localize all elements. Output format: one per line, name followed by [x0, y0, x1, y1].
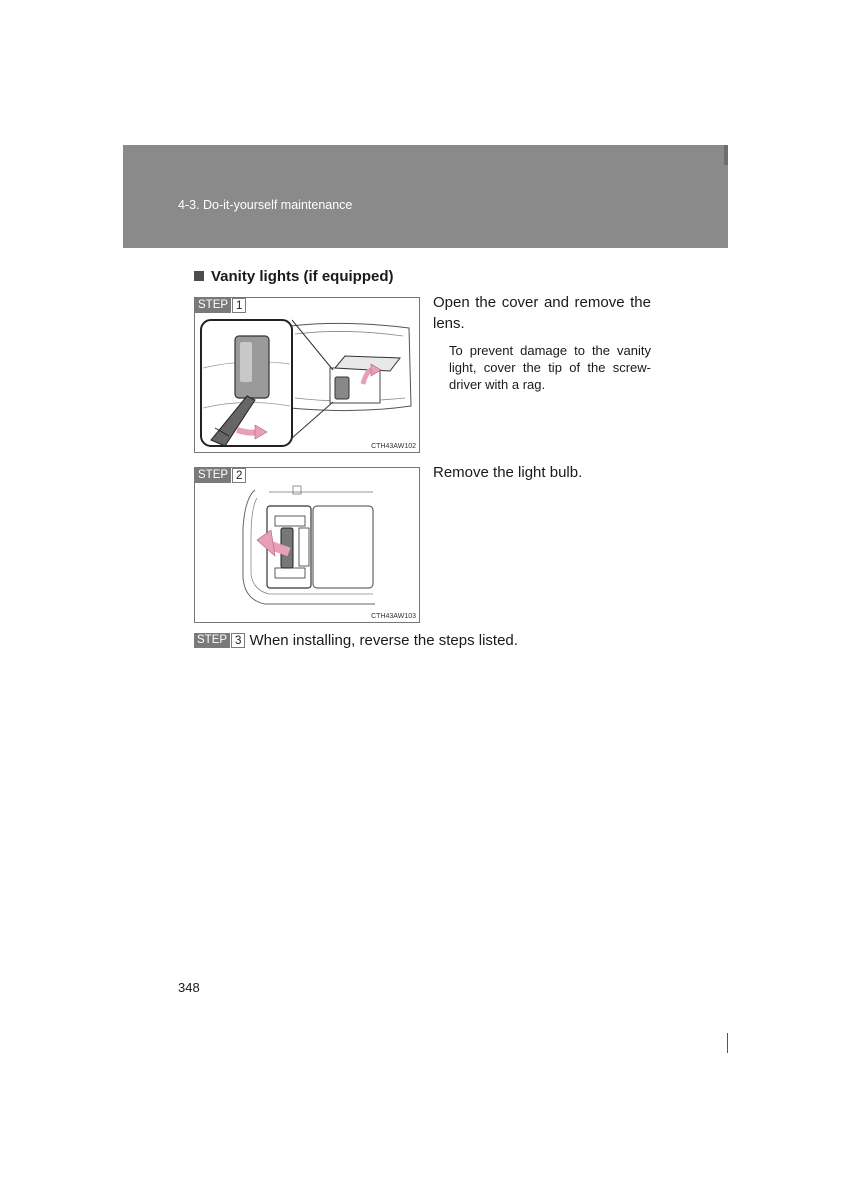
page-number: 348 — [178, 980, 200, 995]
section-title: 4-3. Do-it-yourself maintenance — [178, 198, 353, 212]
step1-illustration — [195, 298, 419, 452]
step1-note: To prevent damage to the vanity light, cover the tip of the screw-driver with a rag. — [449, 343, 651, 392]
step1-tag — [195, 298, 246, 313]
step1-figure-code: CTH43AW102 — [371, 443, 416, 450]
step3-tag-number: 3 — [231, 633, 245, 648]
margin-mark — [727, 1033, 728, 1053]
step1-figure — [194, 297, 420, 453]
step1-tag-label: STEP — [195, 298, 231, 313]
step2-figure-code: CTH43AW103 — [371, 613, 416, 620]
square-bullet-icon — [194, 271, 204, 281]
step1-tag-number: 1 — [232, 298, 246, 313]
step2-figure — [194, 467, 420, 623]
header-band — [123, 145, 728, 248]
step3-line — [194, 632, 518, 649]
subheading — [194, 268, 394, 285]
step1-text: Open the cover and remove the lens. — [433, 294, 651, 332]
step2-illustration — [195, 468, 419, 622]
step2-text: Remove the light bulb. — [433, 464, 583, 481]
step2-tag — [195, 468, 246, 483]
subheading-text: Vanity lights (if equipped) — [211, 268, 394, 285]
step3-text: When installing, reverse the steps listed. — [249, 632, 518, 649]
step3-tag-label: STEP — [194, 633, 230, 648]
step2-tag-label: STEP — [195, 468, 231, 483]
header-edge-mark — [724, 145, 728, 165]
step2-tag-number: 2 — [232, 468, 246, 483]
step3-tag — [194, 633, 245, 648]
